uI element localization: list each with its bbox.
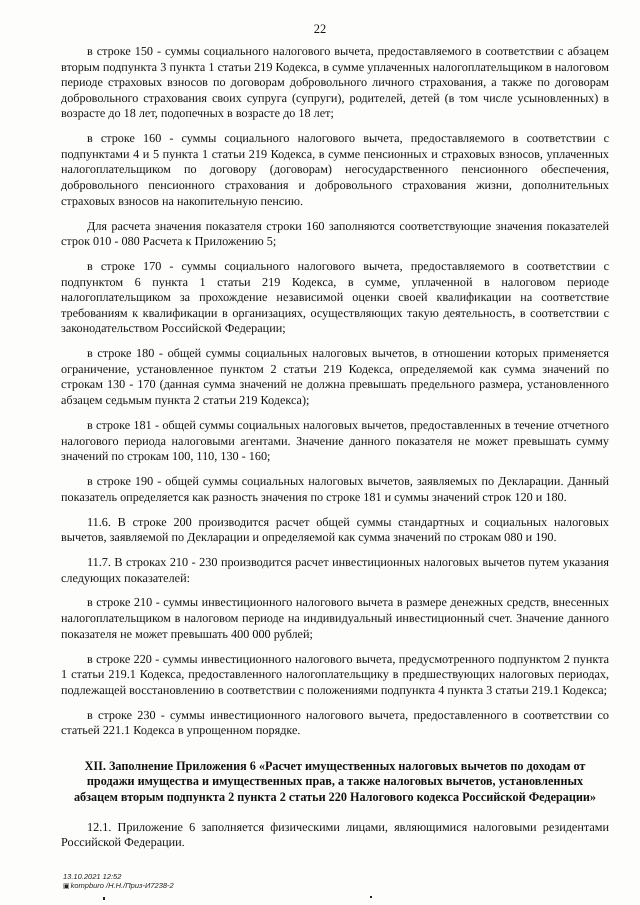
section-heading-xii: XII. Заполнение Приложения 6 «Расчет имущественных налоговых вычетов по доходам от продажи имущества и имущественных прав, а также налоговых вычетов, установленных абзацем вторым подпункта 2 пункта 2 статьи 220 Налогового кодекса Российской Федерации» (73, 758, 597, 805)
paragraph-line-181: в строке 181 - общей суммы социальных налоговых вычетов, предоставленных в течение отчетного налогового периода налоговыми агентами. Значение данного показателя не может превышать сумму значений по строкам 100, 110, 130 - 160; (61, 417, 609, 464)
paragraph-11-6: 11.6. В строке 200 производится расчет общей суммы стандартных и социальных налоговых вычетов, заявляемой по Декларации и определяемой как сумма значений по строкам 080 и 190. (61, 514, 609, 545)
paragraph-line-190: в строке 190 - общей суммы социальных налоговых вычетов, заявляемых по Декларации. Данный показатель определяется как разность значения по строке 181 и суммы значений строк 120 и 180. (61, 474, 609, 504)
paragraph-line-150: в строке 150 - суммы социального налогового вычета, предоставляемого в соответствии с абзацем вторым подпункта 3 пункта 1 статьи 219 Кодекса, в сумме уплаченных налогоплательщиком в налоговом периоде страховых взносов по договорам добровольного личного страхования, а также по договорам добровольного страхования своих супруга (супруги), родителей, детей (в том числе усыновленных) в возрасте до 18 лет, подопечных в возрасте до 18 лет; (61, 44, 609, 121)
footer-path-line (63, 881, 174, 891)
document-body (61, 44, 609, 860)
paragraph-12-1: 12.1. Приложение 6 заполняется физическими лицами, являющимися налоговыми резидентами Российской Федерации. (61, 819, 609, 850)
paragraph-11-7: 11.7. В строках 210 - 230 производится расчет инвестиционных налоговых вычетов путем указания следующих показателей: (61, 555, 609, 585)
footer-stamp (63, 872, 174, 891)
page-number: 22 (313, 22, 327, 36)
paragraph-line-180: в строке 180 - общей суммы социальных налоговых вычетов, в отношении которых применяется ограничение, установленное пунктом 2 статьи 219 Кодекса, определяемой как сумма значений по строкам 130 - 170 (данная сумма значений не должна превышать предельного размера, установленного абзацем седьмым пункта 2 статьи 219 Кодекса); (61, 346, 609, 408)
paragraph-line-160-calc: Для расчета значения показателя строки 160 заполняются соответствующие значения показателей строк 010 - 080 Расчета к Приложению 5; (61, 218, 609, 249)
document-icon: ▣ (63, 883, 70, 890)
paragraph-line-160: в строке 160 - суммы социального налогового вычета, предоставляемого в соответствии с подпунктами 4 и 5 пункта 1 статьи 219 Кодекса, в сумме пенсионных и страховых взносов, уплаченных налогоплательщиком по договору (договорам) негосударственного пенсионного обеспечения, добровольного пенсионного страхования и добровольного страхования жизни, дополнительных страховых взносов на накопительную пенсию. (61, 131, 609, 208)
scan-speck (370, 896, 372, 898)
footer-timestamp: 13.10.2021 12:52 (63, 872, 122, 881)
paragraph-line-170: в строке 170 - суммы социального налогового вычета, предоставляемого в соответствии с подпунктом 6 пункта 1 статьи 219 Кодекса, в сумме, уплаченной в налоговом периоде налогоплательщиком за прохождение независимой оценки своей квалификации на соответствие требованиям к квалификации в организациях, осуществляющих такую деятельность, в соответствии с законодательством Российской Федерации; (61, 259, 609, 336)
paragraph-line-230: в строке 230 - суммы инвестиционного налогового вычета, предоставленного в соответствии со статьей 221.1 Кодекса в упрощенном порядке. (61, 707, 609, 738)
footer-path: kompburo /Н.Н./Приз-И7238-2 (70, 881, 174, 890)
paragraph-line-210: в строке 210 - суммы инвестиционного налогового вычета в размере денежных средств, внесенных налогоплательщиком в налоговом периоде на индивидуальный инвестиционный счет. Значение данного показателя не может превышать 400 000 рублей; (61, 595, 609, 641)
scan-speck (103, 897, 105, 900)
paragraph-line-220: в строке 220 - суммы инвестиционного налогового вычета, предусмотренного подпунктом 2 пункта 1 статьи 219.1 Кодекса, предоставленного налогоплательщику в предшествующих налоговых периодах, подлежащей восстановлению в соответствии с положениями подпункта 4 пункта 3 статьи 219.1 Кодекса; (61, 651, 609, 697)
